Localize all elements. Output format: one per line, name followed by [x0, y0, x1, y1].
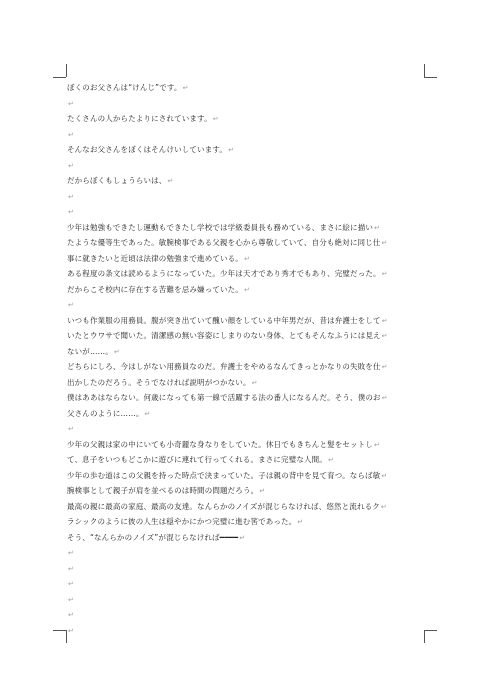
line-text: ないが……。 [67, 346, 113, 356]
paragraph-mark-icon: ↵ [68, 595, 75, 604]
text-line [67, 111, 427, 127]
text-line [67, 530, 427, 546]
text-line [67, 421, 427, 437]
text-line [67, 282, 427, 298]
text-line [67, 437, 427, 453]
line-text: 最高の親に最高の家庭、最高の友達。なんらかのノイズが混じらなければ、悠然と流れるク [67, 501, 380, 511]
text-line [67, 576, 427, 592]
paragraph-mark-icon: ↵ [381, 316, 388, 325]
crop-mark-top-left-v [66, 64, 67, 77]
line-text: 少年の父親は家の中にいても小奇麗な身なりをしていた。休日でもきちんと髪をセットし [67, 439, 373, 449]
line-text: 出かしたのだろう。そうでなければ説明がつかない。 [67, 377, 251, 387]
text-line [67, 499, 427, 515]
crop-mark-bottom-left-h [53, 630, 66, 631]
text-line [67, 607, 427, 623]
paragraph-mark-icon: ↵ [68, 611, 75, 619]
paragraph-mark-icon: ↵ [68, 580, 75, 588]
crop-mark-top-right-v [424, 64, 425, 77]
paragraph-mark-icon: ↵ [381, 363, 388, 371]
text-line [67, 344, 427, 360]
line-text: 腕検事として親子が肩を並べるのは時間の問題だろう。 [67, 486, 259, 495]
paragraph-mark-icon: ↵ [381, 239, 388, 247]
text-line [67, 592, 427, 608]
text-line [67, 468, 427, 484]
paragraph-mark-icon: ↵ [259, 487, 266, 495]
text-line [67, 406, 427, 422]
text-line [67, 127, 427, 143]
line-text: ぼくのお父さんは“けんじ”です。 [67, 83, 182, 92]
line-text: ある程度の条文は読めるようになっていた。少年は天才であり秀才でもあり、完璧だった。 [67, 269, 381, 278]
text-line [67, 359, 427, 375]
paragraph-mark-icon: ↵ [381, 332, 388, 340]
text-line [67, 80, 427, 96]
paragraph-mark-icon: ↵ [243, 254, 250, 263]
paragraph-mark-icon: ↵ [167, 177, 174, 185]
line-text: どちらにしろ、今はしがない用務員なのだ。弁護士をやめるなんてきっとかなりの失敗を仕 [67, 362, 381, 371]
text-line [67, 297, 427, 313]
line-text: 僕はああはならない。何歳になっても第一線で活躍する法の番人になるんだ。そう、僕のお [67, 393, 381, 402]
paragraph-mark-icon: ↵ [68, 99, 75, 108]
line-text: て、息子をいつもどこかに遊びに連れて行ってくれる。まさに完璧な人間。 [67, 455, 327, 464]
paragraph-mark-icon: ↵ [239, 533, 246, 542]
paragraph-mark-icon: ↵ [68, 564, 75, 573]
text-line [67, 251, 427, 267]
crop-mark-top-left-h [53, 77, 66, 78]
paragraph-mark-icon: ↵ [144, 409, 151, 418]
text-line [67, 313, 427, 329]
paragraph-mark-icon: ↵ [182, 84, 189, 92]
paragraph-mark-icon: ↵ [381, 471, 388, 480]
paragraph-mark-icon: ↵ [68, 425, 75, 433]
text-line [67, 173, 427, 189]
line-text: 父さんのように……。 [67, 408, 144, 418]
paragraph-mark-icon: ↵ [68, 208, 75, 216]
paragraph-mark-icon: ↵ [68, 549, 75, 557]
text-line [67, 204, 427, 220]
paragraph-mark-icon: ↵ [327, 456, 334, 464]
line-text: たくさんの人からたよりにされています。 [67, 114, 212, 123]
line-text: そんなお父さんをぼくはそんけいしています。 [67, 145, 228, 154]
text-line [67, 266, 427, 282]
paragraph-mark-icon: ↵ [380, 502, 387, 511]
text-line [67, 235, 427, 251]
paragraph-mark-icon: ↵ [68, 192, 75, 201]
line-text: 事に就きたいと近頃は法律の勉強まで進めている。 [67, 253, 243, 263]
text-line [67, 328, 427, 344]
text-line [67, 623, 427, 639]
crop-mark-top-right-h [424, 77, 437, 78]
text-line [67, 452, 427, 468]
paragraph-mark-icon: ↵ [381, 270, 388, 278]
text-line [67, 158, 427, 174]
paragraph-mark-icon: ↵ [68, 161, 75, 170]
line-text: だからぼくもしょうらいは、 [67, 176, 167, 185]
paragraph-mark-icon: ↵ [381, 394, 388, 402]
text-line [67, 189, 427, 205]
paragraph-mark-icon: ↵ [374, 440, 381, 449]
text-line [67, 483, 427, 499]
text-line [67, 96, 427, 112]
paragraph-mark-icon: ↵ [228, 146, 235, 154]
paragraph-mark-icon: ↵ [374, 223, 381, 232]
paragraph-mark-icon: ↵ [68, 301, 75, 309]
document-body[interactable] [67, 80, 427, 638]
text-line [67, 220, 427, 236]
line-text: ラシックのように彼の人生は穏やかにかつ完璧に進む筈であった。 [67, 517, 297, 526]
text-line [67, 375, 427, 391]
line-text: いたとウワサで聞いた。清潔感の無い容姿にしまりのない身体、とてもそんなふうには見え [67, 331, 381, 340]
text-line [67, 561, 427, 577]
text-line [67, 142, 427, 158]
line-text: たような優等生であった。敏腕検事である父親を心から尊敬していて、自分も絶対に同じ仕 [67, 238, 381, 247]
paragraph-mark-icon: ↵ [68, 130, 75, 139]
line-text: 少年の歩む道はこの父親を持った時点で決まっていた。子は親の背中を見て育つ。ならば敏 [67, 470, 381, 480]
paragraph-mark-icon: ↵ [243, 285, 250, 294]
line-text: だからこそ校内に存在する苦難を忌み嫌っていた。 [67, 284, 243, 294]
line-text: いつも作業服の用務員。腹が突き出ていて醜い顔をしている中年男だが、昔は弁護士をして [67, 315, 381, 325]
line-text: 少年は勉強もできたし運動もできたし学校では学級委員長も務めている、まさに絵に描い [67, 222, 373, 232]
text-line [67, 514, 427, 530]
paragraph-mark-icon: ↵ [251, 378, 258, 387]
paragraph-mark-icon: ↵ [297, 518, 304, 526]
paragraph-mark-icon: ↵ [212, 115, 219, 123]
text-line [67, 390, 427, 406]
text-line [67, 545, 427, 561]
paragraph-mark-icon: ↵ [113, 347, 120, 356]
paragraph-mark-icon: ↵ [68, 626, 75, 635]
line-text: そう、“なんらかのノイズ”が混じらなければ━━━━ [67, 532, 239, 542]
